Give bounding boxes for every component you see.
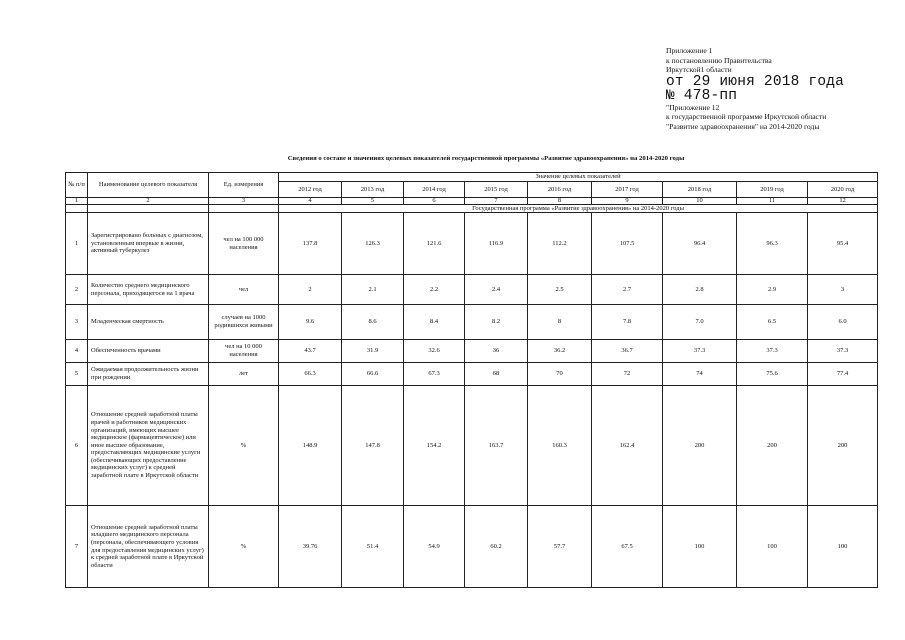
indicators-table-body: [66, 173, 878, 588]
header-values: Значение целевых показателей: [279, 173, 878, 182]
value-cell: 37.3: [737, 340, 808, 363]
value-cell: 6.5: [737, 305, 808, 340]
value-cell: 100: [663, 506, 737, 588]
indicator-name: Младенческая смертность: [88, 305, 209, 340]
year-header: 2012 год: [279, 182, 342, 198]
appendix-line: Иркутской1 области: [666, 65, 732, 75]
indicator-name: Отношение средней заработной платы врачей и работников медицинских организаций, имеющих высшее медицинское (фармацевтическое) или иное высшее образование, предоставляющих медицинские услуги (обеспечивающих предоставление медицинских услуг) к средней заработной плате в Иркутской области: [88, 386, 209, 506]
value-cell: 7.0: [663, 305, 737, 340]
column-number: 1: [66, 198, 88, 205]
value-cell: 200: [663, 386, 737, 506]
value-cell: 77.4: [808, 363, 878, 386]
value-cell: 36: [465, 340, 528, 363]
unit-cell: чел на 10 000 населения: [209, 340, 279, 363]
value-cell: 67.5: [592, 506, 663, 588]
value-cell: 96.3: [737, 213, 808, 275]
row-number: 2: [66, 275, 88, 305]
value-cell: 6.0: [808, 305, 878, 340]
table-row: [66, 305, 878, 340]
value-cell: 2.1: [342, 275, 404, 305]
date-stamp: от 29 июня 2018 года: [666, 73, 845, 90]
table-row: [66, 275, 878, 305]
column-number: 9: [592, 198, 663, 205]
column-number: 10: [663, 198, 737, 205]
year-header: 2016 год: [528, 182, 592, 198]
row-number: 7: [66, 506, 88, 588]
value-cell: 2.2: [404, 275, 465, 305]
column-number: 12: [808, 198, 878, 205]
appendix-header: [666, 46, 901, 132]
table-row: [66, 386, 878, 506]
value-cell: 160.3: [528, 386, 592, 506]
indicator-name: Зарегистрировано больных с диагнозом, установленным впервые в жизни, активный туберкулез: [88, 213, 209, 275]
value-cell: 3: [808, 275, 878, 305]
appendix-line: Приложение 1: [666, 46, 713, 55]
value-cell: 36.7: [592, 340, 663, 363]
value-cell: 95.4: [808, 213, 878, 275]
value-cell: 126.3: [342, 213, 404, 275]
value-cell: 96.4: [663, 213, 737, 275]
year-header: 2018 год: [663, 182, 737, 198]
appendix-line: "Приложение 12: [666, 102, 720, 112]
indicators-table: [65, 172, 878, 588]
value-cell: 37.3: [663, 340, 737, 363]
value-cell: 148.9: [279, 386, 342, 506]
unit-cell: %: [209, 506, 279, 588]
unit-cell: чел на 100 000 населения: [209, 213, 279, 275]
indicator-name: Отношение средней заработной платы младшего медицинского персонала (персонала, обеспечивающего условия для предоставления медицинских услуг) к средней заработной плате в Иркутской области: [88, 506, 209, 588]
value-cell: 75.6: [737, 363, 808, 386]
row-number: 5: [66, 363, 88, 386]
row-number: 1: [66, 213, 88, 275]
value-cell: 100: [737, 506, 808, 588]
value-cell: 68: [465, 363, 528, 386]
value-cell: 66.3: [279, 363, 342, 386]
value-cell: 162.4: [592, 386, 663, 506]
value-cell: 2.7: [592, 275, 663, 305]
value-cell: 70: [528, 363, 592, 386]
header-name: Наименование целевого показателя: [88, 173, 209, 198]
value-cell: 2.5: [528, 275, 592, 305]
value-cell: 8: [528, 305, 592, 340]
value-cell: 39.76: [279, 506, 342, 588]
document-title: Сведения о составе и значениях целевых показателей государственной программы «Развитие здравоохранения» на 2014-2020 годы: [287, 155, 685, 162]
value-cell: 137.8: [279, 213, 342, 275]
value-cell: 66.6: [342, 363, 404, 386]
column-number: 11: [737, 198, 808, 205]
value-cell: 54.9: [404, 506, 465, 588]
header-number: № п/п: [66, 173, 88, 198]
value-cell: 8.6: [342, 305, 404, 340]
value-cell: 2.4: [465, 275, 528, 305]
value-cell: 2.8: [663, 275, 737, 305]
column-number: 3: [209, 198, 279, 205]
value-cell: 51.4: [342, 506, 404, 588]
year-header: 2013 год: [342, 182, 404, 198]
column-number: 5: [342, 198, 404, 205]
row-number: 3: [66, 305, 88, 340]
value-cell: 31.9: [342, 340, 404, 363]
value-cell: 7.8: [592, 305, 663, 340]
table-row: [66, 213, 878, 275]
table-row: [66, 506, 878, 588]
value-cell: 9.6: [279, 305, 342, 340]
value-cell: 57.7: [528, 506, 592, 588]
header-unit: Ед. измерения: [209, 173, 279, 198]
year-header: 2015 год: [465, 182, 528, 198]
value-cell: 121.6: [404, 213, 465, 275]
value-cell: 2.9: [737, 275, 808, 305]
table-row: [66, 363, 878, 386]
appendix-line: к государственной программе Иркутской области: [666, 112, 827, 122]
value-cell: 107.5: [592, 213, 663, 275]
row-number: 6: [66, 386, 88, 506]
value-cell: 100: [808, 506, 878, 588]
value-cell: 32.6: [404, 340, 465, 363]
indicator-name: Обеспеченность врачами: [88, 340, 209, 363]
value-cell: 60.2: [465, 506, 528, 588]
year-header: 2019 год: [737, 182, 808, 198]
appendix-line: "Развитие здравоохранения" на 2014-2020 годы: [666, 121, 820, 131]
value-cell: 154.2: [404, 386, 465, 506]
table-row: [66, 340, 878, 363]
value-cell: 72: [592, 363, 663, 386]
year-header: 2017 год: [592, 182, 663, 198]
value-cell: 116.9: [465, 213, 528, 275]
unit-cell: случаев на 1000 родившихся живыми: [209, 305, 279, 340]
section-title: Государственная программа «Развитие здравоохранения» на 2014-2020 годы: [279, 205, 878, 213]
column-number: 4: [279, 198, 342, 205]
section-row: [66, 205, 878, 213]
value-cell: 163.7: [465, 386, 528, 506]
column-number: 6: [404, 198, 465, 205]
unit-cell: лет: [209, 363, 279, 386]
unit-cell: чел: [209, 275, 279, 305]
row-number: 4: [66, 340, 88, 363]
column-number: 2: [88, 198, 209, 205]
value-cell: 147.8: [342, 386, 404, 506]
year-header: 2014 год: [404, 182, 465, 198]
value-cell: 67.3: [404, 363, 465, 386]
number-stamp: № 478-пп: [666, 87, 738, 104]
value-cell: 74: [663, 363, 737, 386]
value-cell: 36.2: [528, 340, 592, 363]
appendix-line: к постановлению Правительства: [666, 55, 772, 65]
value-cell: 112.2: [528, 213, 592, 275]
indicator-name: Ожидаемая продолжительность жизни при рождении: [88, 363, 209, 386]
column-number: 7: [465, 198, 528, 205]
value-cell: 8.4: [404, 305, 465, 340]
value-cell: 200: [737, 386, 808, 506]
column-number: 8: [528, 198, 592, 205]
value-cell: 37.3: [808, 340, 878, 363]
header-row: [66, 173, 878, 182]
year-header: 2020 год: [808, 182, 878, 198]
indicator-name: Количество среднего медицинского персонала, приходящегося на 1 врача: [88, 275, 209, 305]
value-cell: 200: [808, 386, 878, 506]
column-number-row: [66, 198, 878, 205]
value-cell: 2: [279, 275, 342, 305]
value-cell: 8.2: [465, 305, 528, 340]
unit-cell: %: [209, 386, 279, 506]
value-cell: 43.7: [279, 340, 342, 363]
